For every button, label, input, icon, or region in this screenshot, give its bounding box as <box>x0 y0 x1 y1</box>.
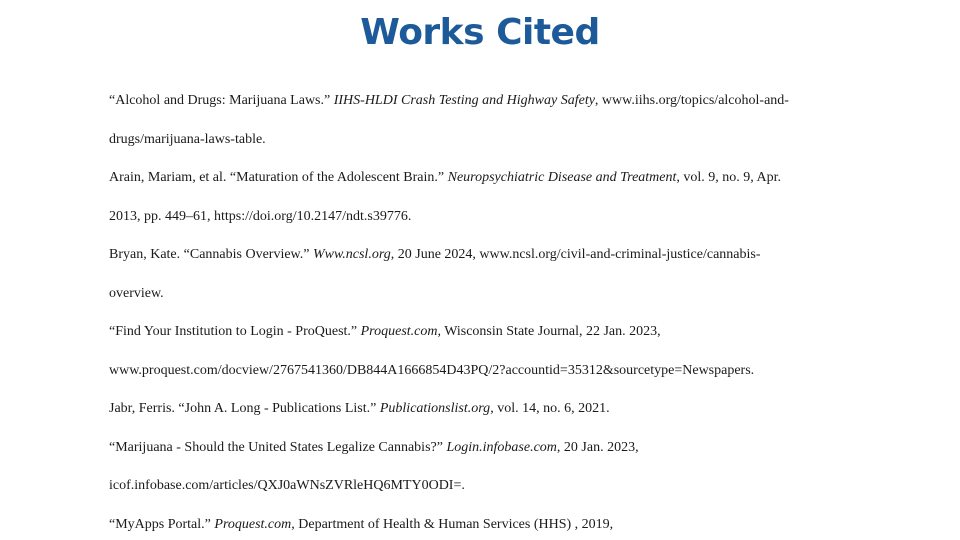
citation-text-before: “Marijuana - Should the United States Legalize Cannabis?” <box>109 439 447 455</box>
citation-text-before: 2013, pp. 449–61, https://doi.org/10.2147/ndt.s39776. <box>109 208 412 224</box>
citation-entry <box>109 320 909 397</box>
citation-text-before: “Alcohol and Drugs: Marijuana Laws.” <box>109 93 334 108</box>
citation-entry <box>109 166 909 243</box>
citation-line <box>109 205 909 244</box>
citation-text-after: , 20 June 2024, www.ncsl.org/civil-and-criminal-justice/cannabis- <box>390 247 761 262</box>
citation-text-before: “Find Your Institution to Login - ProQuest.” <box>109 324 361 339</box>
citation-container-title: Www.ncsl.org <box>312 247 391 262</box>
citation-text-before: Arain, Mariam, et al. “Maturation of the Adolescent Brain.” <box>109 170 448 185</box>
citation-container-title: IIHS-HLDI Crash Testing and Highway Safety <box>333 93 595 108</box>
citation-text-before: “MyApps Portal.” <box>109 516 215 532</box>
citation-text-before: overview. <box>109 285 164 301</box>
citation-container-title: Neuropsychiatric Disease and Treatment <box>447 170 677 185</box>
citation-line <box>109 436 909 475</box>
citation-text-after: , Department of Health & Human Services (HHS) , 2019, <box>291 516 614 532</box>
citation-line <box>109 320 909 359</box>
citation-text-after: , 20 Jan. 2023, <box>556 439 639 455</box>
citation-entry <box>109 436 909 513</box>
citation-text-before: Jabr, Ferris. “John A. Long - Publications List.” <box>109 401 380 416</box>
citation-container-title: Publicationslist.org <box>379 401 491 416</box>
citation-line <box>109 89 909 128</box>
citation-line <box>109 474 909 513</box>
citation-container-title: Proquest.com <box>360 324 438 339</box>
citation-text-before: icof.infobase.com/articles/QXJ0aWNsZVRleHQ6MTY0ODI=. <box>109 478 465 493</box>
citation-text-before: www.proquest.com/docview/2767541360/DB844A1666854D43PQ/2?accountid=35312&sourcetype=Newspapers. <box>109 362 755 378</box>
citation-line <box>109 282 909 321</box>
citation-line <box>109 397 909 436</box>
citation-text-after: , vol. 9, no. 9, Apr. <box>676 170 782 185</box>
citation-entry <box>109 89 909 166</box>
citation-entry <box>109 397 909 436</box>
citation-container-title: Login.infobase.com <box>446 439 557 455</box>
citation-text-after: , vol. 14, no. 6, 2021. <box>490 401 610 416</box>
citation-container-title: Proquest.com <box>214 516 292 532</box>
citation-entry <box>109 243 909 320</box>
citation-line <box>109 166 909 205</box>
citation-line <box>109 513 909 540</box>
citation-text-after: , www.iihs.org/topics/alcohol-and- <box>594 93 789 108</box>
citation-text-before: drugs/marijuana-laws-table. <box>109 131 266 147</box>
citation-line <box>109 128 909 167</box>
page-title: Works Cited <box>360 12 600 53</box>
citation-text-after: , Wisconsin State Journal, 22 Jan. 2023, <box>437 324 661 339</box>
citation-entry <box>109 513 909 540</box>
citation-line <box>109 359 909 398</box>
works-cited-list <box>109 89 909 540</box>
citation-line <box>109 243 909 282</box>
citation-text-before: Bryan, Kate. “Cannabis Overview.” <box>109 247 313 262</box>
